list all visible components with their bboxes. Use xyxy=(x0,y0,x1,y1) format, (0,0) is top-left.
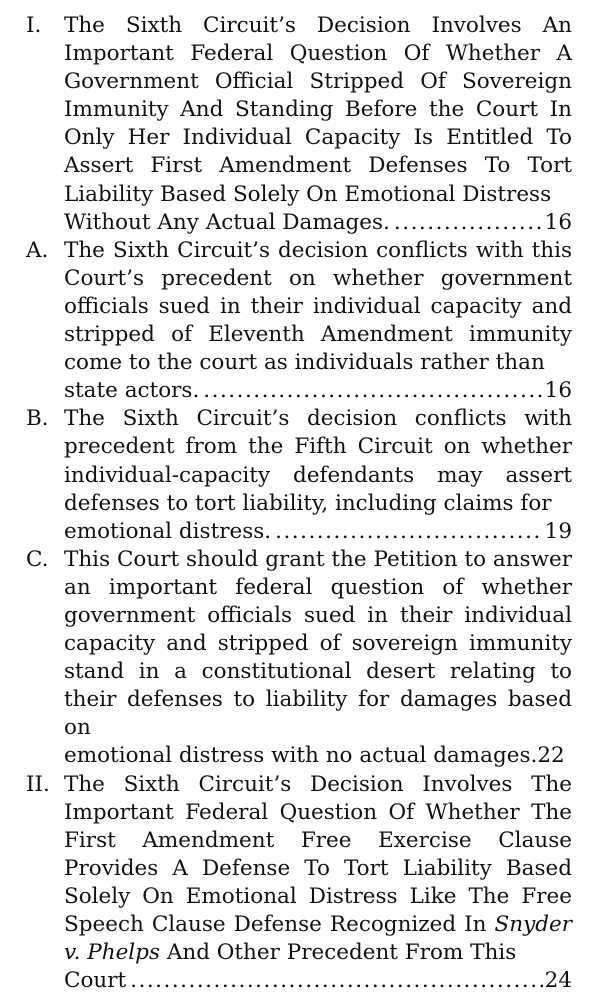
toc-entry-text: The Sixth Circuit’s Decision Involves An Important Federal Question Of Whether A Government Official Stripped Of Sovereign Immunity And Standing Before the Court In Only Her Individual Capacity Is Entitled To Assert First Amendment Defenses To Tort Liability Based Solely On Emotional Distress xyxy=(64,13,572,207)
toc-entry-text: This Court should grant the Petition to answer an important federal question of whether government officials sued in their individual capacity and stripped of sovereign immunity stand in a constitutional desert relating to their defenses to liability for damages based on xyxy=(64,546,572,741)
page-number: 16 xyxy=(544,378,572,404)
toc-entry-tail: emotional distress. xyxy=(64,518,272,544)
toc-entry-last-line xyxy=(64,742,572,770)
toc-marker: A. xyxy=(26,237,49,263)
toc-marker: I. xyxy=(26,13,42,38)
toc-entry-text-part: And Other Precedent From This xyxy=(159,940,517,966)
dot-leader xyxy=(275,518,543,546)
dot-leader xyxy=(203,377,542,405)
toc-entry-last-line xyxy=(64,967,572,995)
toc-entry-text: The Sixth Circuit’s decision conflicts with precedent from the Fifth Circuit on whether individual-capacity defendants may assert defenses to tort liability, including claims for xyxy=(64,406,572,516)
dot-leader xyxy=(394,209,543,237)
toc-entry-I xyxy=(26,12,572,237)
toc-marker: B. xyxy=(26,406,49,432)
toc-entry-last-line xyxy=(64,209,572,237)
page-number: 24 xyxy=(544,968,572,994)
toc-entry-tail: state actors. xyxy=(64,378,200,404)
page-number: 16 xyxy=(544,209,572,235)
toc-entry-last-line xyxy=(64,518,572,546)
page-number: 22 xyxy=(537,743,565,769)
toc-entry-text-part: The Sixth Circuit’s Decision Involves The Important Federal Question Of Whether The First Amendment Free Exercise Clause Provides A Defense To Tort Liability Based Solely On Emotional Distress Like The Free Speech Clause Defense Recognized In xyxy=(64,771,572,937)
toc-entry-text: The Sixth Circuit’s decision conflicts with this Court’s precedent on whether government officials sued in their individual capacity and stripped of Eleventh Amendment immunity come to the court as individuals rather than xyxy=(64,237,572,376)
table-of-contents xyxy=(26,12,572,995)
toc-entry-tail: Without Any Actual Damages. xyxy=(64,209,390,235)
toc-entry-C xyxy=(26,546,572,771)
toc-entry-tail: Court xyxy=(64,968,127,994)
page-number: 19 xyxy=(544,518,572,544)
toc-entry-tail: emotional distress with no actual damages. xyxy=(64,743,538,769)
toc-entry-text xyxy=(64,771,572,968)
toc-marker: C. xyxy=(26,546,49,572)
toc-marker: II. xyxy=(26,771,50,797)
toc-entry-B xyxy=(26,405,572,545)
case-citation: Snyder v. Phelps xyxy=(64,912,572,966)
toc-entry-last-line xyxy=(64,377,572,405)
toc-entry-A xyxy=(26,237,572,406)
toc-entry-II xyxy=(26,771,572,995)
dot-leader xyxy=(130,967,542,995)
